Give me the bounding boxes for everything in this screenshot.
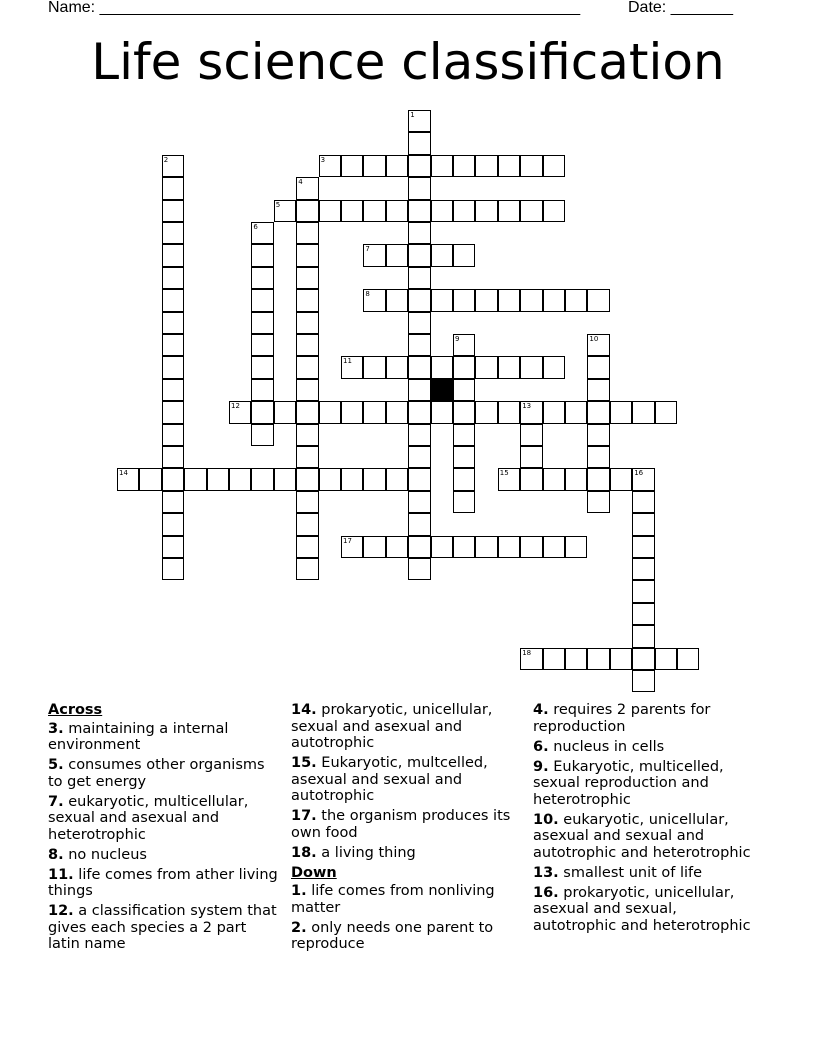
- clue-number-label: 2.: [291, 919, 307, 936]
- grid-cell[interactable]: [296, 267, 318, 289]
- clue-number: 4: [298, 178, 303, 187]
- clue-number-label: 8.: [48, 846, 64, 863]
- clue-text: consumes other organisms to get energy: [48, 757, 265, 790]
- grid-cell[interactable]: [587, 424, 609, 446]
- grid-cell[interactable]: [632, 513, 654, 535]
- grid-cell[interactable]: [408, 110, 430, 132]
- grid-cell[interactable]: [274, 468, 296, 490]
- clue-number-label: 16.: [533, 884, 559, 901]
- clue-text: prokaryotic, unicellular, sexual and asexual and autotrophic: [291, 702, 493, 751]
- grid-cell[interactable]: [408, 379, 430, 401]
- grid-cell[interactable]: [251, 356, 273, 378]
- grid-cell[interactable]: [184, 468, 206, 490]
- grid-cell[interactable]: [408, 222, 430, 244]
- grid-cell[interactable]: [431, 244, 453, 266]
- grid-cell[interactable]: [453, 155, 475, 177]
- across-heading: Across: [48, 702, 103, 718]
- grid-cell[interactable]: [408, 424, 430, 446]
- grid-cell[interactable]: [587, 334, 609, 356]
- grid-cell[interactable]: [587, 379, 609, 401]
- page-title: Life science classification: [91, 33, 725, 91]
- grid-cell[interactable]: [475, 289, 497, 311]
- grid-cell[interactable]: [632, 670, 654, 692]
- grid-cell[interactable]: [408, 446, 430, 468]
- grid-cell[interactable]: [162, 244, 184, 266]
- grid-cell[interactable]: [296, 513, 318, 535]
- grid-cell[interactable]: [520, 468, 542, 490]
- grid-cell[interactable]: [453, 289, 475, 311]
- grid-cell[interactable]: [632, 468, 654, 490]
- grid-cell[interactable]: [543, 356, 565, 378]
- clue-item: [533, 812, 763, 862]
- grid-cell[interactable]: [319, 200, 341, 222]
- grid-cell[interactable]: [229, 401, 251, 423]
- grid-cell[interactable]: [162, 155, 184, 177]
- grid-cell[interactable]: [251, 267, 273, 289]
- grid-cell[interactable]: [363, 244, 385, 266]
- grid-cell[interactable]: [632, 536, 654, 558]
- grid-cell[interactable]: [408, 177, 430, 199]
- down-heading: Down: [291, 864, 337, 881]
- clue-number: 1: [410, 111, 415, 119]
- grid-cell[interactable]: [162, 177, 184, 199]
- grid-cell[interactable]: [251, 222, 273, 244]
- clue-number-label: 12.: [48, 903, 74, 919]
- clue-text: only needs one parent to reproduce: [291, 919, 494, 952]
- grid-cell[interactable]: [655, 648, 677, 670]
- grid-cell[interactable]: [498, 155, 520, 177]
- grid-cell[interactable]: [341, 536, 363, 558]
- clue-text: the organism produces its own food: [291, 808, 511, 841]
- grid-cell[interactable]: [319, 468, 341, 490]
- grid-cell[interactable]: [251, 334, 273, 356]
- clue-item: [48, 794, 278, 844]
- grid-cell[interactable]: [296, 491, 318, 513]
- grid-cell[interactable]: [162, 558, 184, 580]
- grid-cell[interactable]: [498, 468, 520, 490]
- clue-text: requires 2 parents for reproduction: [533, 702, 711, 735]
- clue-number: 14: [119, 469, 128, 478]
- grid-cell[interactable]: [565, 648, 587, 670]
- clue-text: eukaryotic, unicellular, asexual and sexual and autotrophic and heterotrophic: [533, 811, 751, 861]
- grid-cell[interactable]: [587, 446, 609, 468]
- grid-cell[interactable]: [408, 200, 430, 222]
- grid-cell[interactable]: [162, 334, 184, 356]
- grid-cell[interactable]: [162, 289, 184, 311]
- grid-cell[interactable]: [408, 468, 430, 490]
- clue-item: [533, 865, 763, 882]
- clue-number-label: 6.: [533, 738, 549, 755]
- grid-cell[interactable]: [475, 155, 497, 177]
- grid-cell[interactable]: [386, 468, 408, 490]
- clue-item: [48, 721, 278, 754]
- clue-text: nucleus in cells: [548, 738, 665, 755]
- grid-cell[interactable]: [565, 401, 587, 423]
- clue-number: 17: [343, 536, 352, 545]
- clue-item: [291, 808, 521, 841]
- grid-cell[interactable]: [475, 200, 497, 222]
- grid-cell[interactable]: [386, 289, 408, 311]
- grid-cell[interactable]: [229, 468, 251, 490]
- grid-cell[interactable]: [610, 648, 632, 670]
- grid-cell[interactable]: [587, 356, 609, 378]
- grid-cell[interactable]: [453, 356, 475, 378]
- grid-cell[interactable]: [363, 401, 385, 423]
- grid-cell[interactable]: [453, 424, 475, 446]
- clue-number-label: 14.: [291, 702, 317, 718]
- grid-cell[interactable]: [251, 244, 273, 266]
- clue-number: 2: [163, 155, 169, 164]
- clue-number-label: 9.: [533, 758, 549, 775]
- grid-cell[interactable]: [520, 356, 542, 378]
- clue-number-label: 18.: [291, 844, 317, 861]
- grid-cell[interactable]: [139, 468, 161, 490]
- clue-item: [48, 757, 278, 790]
- grid-cell[interactable]: [632, 603, 654, 625]
- grid-cell[interactable]: [341, 200, 363, 222]
- grid-cell[interactable]: [475, 401, 497, 423]
- grid-cell[interactable]: [162, 222, 184, 244]
- clue-item: [291, 920, 521, 953]
- clue-number: 16: [634, 469, 644, 478]
- clues-column-3: [533, 702, 763, 938]
- grid-cell[interactable]: [296, 536, 318, 558]
- grid-cell[interactable]: [408, 558, 430, 580]
- grid-cell[interactable]: [274, 401, 296, 423]
- grid-cell[interactable]: [162, 356, 184, 378]
- clue-item: [533, 885, 763, 935]
- clue-text: prokaryotic, unicellular, asexual and sexual, autotrophic and heterotrophic: [533, 884, 751, 934]
- grid-cell[interactable]: [296, 334, 318, 356]
- grid-cell[interactable]: [543, 289, 565, 311]
- grid-cell[interactable]: [453, 244, 475, 266]
- grid-cell[interactable]: [453, 401, 475, 423]
- grid-cell[interactable]: [251, 289, 273, 311]
- clue-number-label: 11.: [48, 866, 74, 883]
- grid-cell[interactable]: [296, 244, 318, 266]
- grid-cell[interactable]: [431, 356, 453, 378]
- grid-cell[interactable]: [386, 200, 408, 222]
- grid-cell[interactable]: [408, 155, 430, 177]
- black-square: [431, 379, 453, 401]
- clue-text: smallest unit of life: [558, 864, 703, 881]
- grid-cell[interactable]: [363, 289, 385, 311]
- grid-cell[interactable]: [386, 356, 408, 378]
- grid-cell[interactable]: [341, 468, 363, 490]
- clue-number: 7: [365, 245, 370, 254]
- grid-cell[interactable]: [453, 536, 475, 558]
- grid-cell[interactable]: [520, 648, 542, 670]
- clue-text: no nucleus: [63, 846, 147, 863]
- clue-item: [291, 755, 521, 805]
- grid-cell[interactable]: [296, 222, 318, 244]
- grid-cell[interactable]: [408, 312, 430, 334]
- grid-cell[interactable]: [162, 491, 184, 513]
- grid-cell[interactable]: [162, 379, 184, 401]
- grid-cell[interactable]: [475, 536, 497, 558]
- grid-cell[interactable]: [408, 334, 430, 356]
- grid-cell[interactable]: [431, 536, 453, 558]
- grid-cell[interactable]: [632, 491, 654, 513]
- grid-cell[interactable]: [520, 446, 542, 468]
- grid-cell[interactable]: [498, 200, 520, 222]
- grid-cell[interactable]: [162, 446, 184, 468]
- clue-text: a classification system that gives each species a 2 part latin name: [48, 903, 277, 952]
- grid-cell[interactable]: [251, 401, 273, 423]
- clue-text: life comes from nonliving matter: [291, 883, 495, 916]
- clue-text: eukaryotic, multicellular, sexual and asexual and heterotrophic: [48, 793, 249, 843]
- clue-number-label: 7.: [48, 793, 64, 810]
- grid-cell[interactable]: [520, 401, 542, 423]
- clue-number: 11: [343, 357, 352, 366]
- clue-number-label: 10.: [533, 811, 559, 828]
- clue-number-label: 13.: [533, 864, 559, 881]
- grid-cell[interactable]: [498, 289, 520, 311]
- grid-cell[interactable]: [408, 491, 430, 513]
- clue-number: 10: [589, 335, 599, 343]
- grid-cell[interactable]: [431, 401, 453, 423]
- grid-cell[interactable]: [162, 200, 184, 222]
- grid-cell[interactable]: [431, 289, 453, 311]
- grid-cell[interactable]: [319, 401, 341, 423]
- grid-cell[interactable]: [296, 446, 318, 468]
- grid-cell[interactable]: [431, 200, 453, 222]
- grid-cell[interactable]: [162, 468, 184, 490]
- clue-number-label: 1.: [291, 883, 307, 899]
- grid-cell[interactable]: [677, 648, 699, 670]
- grid-cell[interactable]: [632, 625, 654, 647]
- clue-number-label: 5.: [48, 757, 64, 773]
- clue-item: [48, 867, 278, 900]
- grid-cell[interactable]: [565, 468, 587, 490]
- grid-cell[interactable]: [162, 312, 184, 334]
- clue-item: [48, 847, 278, 864]
- clue-number: 5: [275, 200, 281, 209]
- grid-cell[interactable]: [162, 267, 184, 289]
- grid-cell[interactable]: [251, 424, 273, 446]
- grid-cell[interactable]: [251, 379, 273, 401]
- grid-cell[interactable]: [632, 401, 654, 423]
- clue-number-label: 15.: [291, 755, 317, 771]
- grid-cell[interactable]: [520, 200, 542, 222]
- clue-item: [291, 883, 521, 916]
- grid-cell[interactable]: [408, 289, 430, 311]
- grid-cell[interactable]: [296, 401, 318, 423]
- grid-cell[interactable]: [408, 536, 430, 558]
- grid-cell[interactable]: [498, 401, 520, 423]
- clue-item: [291, 702, 521, 752]
- grid-cell[interactable]: [363, 155, 385, 177]
- clue-number: 3: [320, 155, 326, 164]
- date-field-label: Date: _______: [628, 0, 733, 16]
- grid-cell[interactable]: [543, 155, 565, 177]
- grid-cell[interactable]: [632, 558, 654, 580]
- grid-cell[interactable]: [162, 513, 184, 535]
- grid-cell[interactable]: [162, 401, 184, 423]
- grid-cell[interactable]: [296, 200, 318, 222]
- grid-cell[interactable]: [341, 401, 363, 423]
- grid-cell[interactable]: [341, 356, 363, 378]
- grid-cell[interactable]: [162, 424, 184, 446]
- grid-cell[interactable]: [453, 446, 475, 468]
- grid-cell[interactable]: [117, 468, 139, 490]
- grid-cell[interactable]: [453, 200, 475, 222]
- grid-cell[interactable]: [274, 200, 296, 222]
- clue-text: life comes from ather living things: [48, 866, 278, 899]
- grid-cell[interactable]: [498, 536, 520, 558]
- clue-number: 6: [253, 223, 258, 231]
- grid-cell[interactable]: [431, 155, 453, 177]
- grid-cell[interactable]: [296, 356, 318, 378]
- grid-cell[interactable]: [587, 289, 609, 311]
- grid-cell[interactable]: [341, 155, 363, 177]
- grid-cell[interactable]: [363, 356, 385, 378]
- clues-column-2: [291, 702, 521, 956]
- clue-number-label: 3.: [48, 720, 64, 737]
- clue-number: 8: [365, 290, 370, 299]
- grid-cell[interactable]: [408, 401, 430, 423]
- grid-cell[interactable]: [296, 289, 318, 311]
- grid-cell[interactable]: [565, 536, 587, 558]
- grid-cell[interactable]: [408, 267, 430, 289]
- grid-cell[interactable]: [296, 424, 318, 446]
- grid-cell[interactable]: [453, 468, 475, 490]
- grid-cell[interactable]: [610, 401, 632, 423]
- grid-cell[interactable]: [363, 200, 385, 222]
- clue-number: 9: [455, 335, 460, 343]
- grid-cell[interactable]: [296, 177, 318, 199]
- grid-cell[interactable]: [543, 468, 565, 490]
- clue-number: 13: [522, 402, 532, 411]
- grid-cell[interactable]: [162, 536, 184, 558]
- grid-cell[interactable]: [475, 356, 497, 378]
- grid-cell[interactable]: [587, 648, 609, 670]
- grid-cell[interactable]: [386, 401, 408, 423]
- grid-cell[interactable]: [386, 244, 408, 266]
- grid-cell[interactable]: [408, 513, 430, 535]
- grid-cell[interactable]: [453, 379, 475, 401]
- grid-cell[interactable]: [453, 334, 475, 356]
- clue-text: maintaining a internal environment: [48, 720, 229, 753]
- grid-cell[interactable]: [520, 424, 542, 446]
- grid-cell[interactable]: [296, 468, 318, 490]
- grid-cell[interactable]: [251, 312, 273, 334]
- grid-cell[interactable]: [587, 401, 609, 423]
- grid-cell[interactable]: [207, 468, 229, 490]
- grid-cell[interactable]: [632, 580, 654, 602]
- clue-item: [291, 845, 521, 862]
- clue-item: [533, 739, 763, 756]
- clue-number: 12: [231, 402, 240, 411]
- grid-cell[interactable]: [520, 289, 542, 311]
- grid-cell[interactable]: [520, 536, 542, 558]
- grid-cell[interactable]: [296, 558, 318, 580]
- clue-text: Eukaryotic, multcelled, asexual and sexual and autotrophic: [291, 755, 488, 804]
- grid-cell[interactable]: [363, 536, 385, 558]
- clue-item: [533, 702, 763, 735]
- grid-cell[interactable]: [565, 289, 587, 311]
- clue-item: [533, 759, 763, 809]
- name-field-label: Name: ______________________________________________________: [48, 0, 581, 16]
- grid-cell[interactable]: [296, 312, 318, 334]
- grid-cell[interactable]: [386, 155, 408, 177]
- clues-column-1: [48, 702, 278, 956]
- grid-cell[interactable]: [408, 244, 430, 266]
- grid-cell[interactable]: [610, 468, 632, 490]
- clue-number: 18: [522, 648, 532, 657]
- grid-cell[interactable]: [655, 401, 677, 423]
- clue-number-label: 4.: [533, 702, 549, 718]
- clue-item: [48, 903, 278, 953]
- grid-cell[interactable]: [543, 401, 565, 423]
- grid-cell[interactable]: [587, 468, 609, 490]
- grid-cell[interactable]: [543, 200, 565, 222]
- grid-cell[interactable]: [543, 536, 565, 558]
- grid-cell[interactable]: [296, 379, 318, 401]
- grid-cell[interactable]: [498, 356, 520, 378]
- grid-cell[interactable]: [453, 491, 475, 513]
- grid-cell[interactable]: [386, 536, 408, 558]
- grid-cell[interactable]: [251, 468, 273, 490]
- clue-text: Eukaryotic, multicelled, sexual reproduction and heterotrophic: [533, 758, 724, 808]
- clue-number-label: 17.: [291, 808, 317, 824]
- grid-cell[interactable]: [363, 468, 385, 490]
- clue-text: a living thing: [316, 844, 416, 861]
- grid-cell[interactable]: [587, 491, 609, 513]
- grid-cell[interactable]: [520, 155, 542, 177]
- grid-cell[interactable]: [632, 648, 654, 670]
- grid-cell[interactable]: [408, 132, 430, 154]
- grid-cell[interactable]: [543, 648, 565, 670]
- grid-cell[interactable]: [408, 356, 430, 378]
- grid-cell[interactable]: [319, 155, 341, 177]
- clue-number: 15: [499, 469, 509, 478]
